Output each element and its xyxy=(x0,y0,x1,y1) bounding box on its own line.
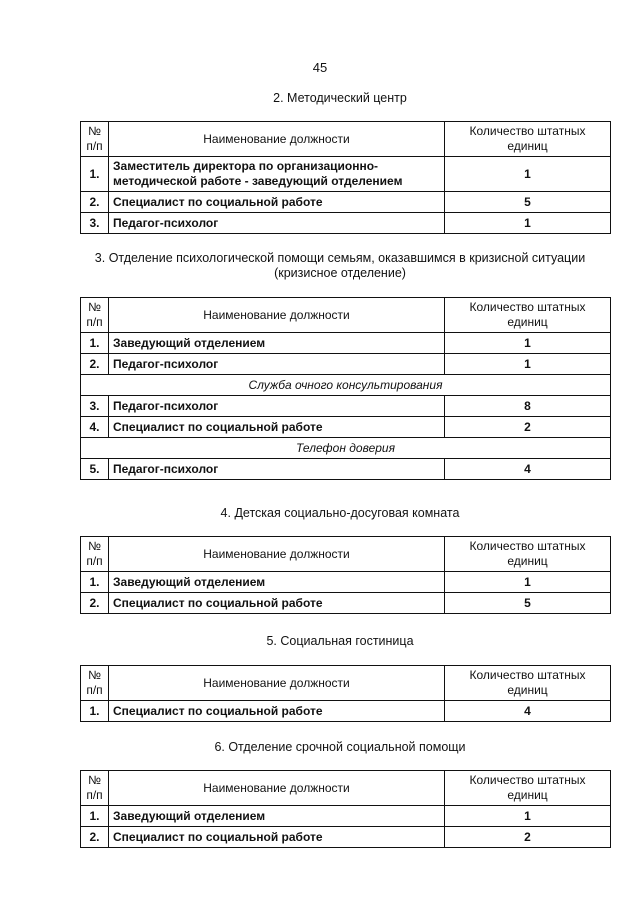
subsection-title-telefon-doveriya: Телефон доверия xyxy=(81,438,611,459)
header-qty-label: Количество штатных единиц xyxy=(469,668,586,697)
header-qty-label: Количество штатных единиц xyxy=(469,539,586,568)
header-num-label: № п/п xyxy=(86,539,103,568)
subsection-row xyxy=(81,438,611,459)
header-num xyxy=(81,771,109,806)
header-qty xyxy=(445,771,611,806)
header-name: Наименование должности xyxy=(109,537,445,572)
row-number: 2. xyxy=(81,192,109,213)
row-number: 1. xyxy=(81,701,109,722)
row-position: Педагог-психолог xyxy=(109,396,445,417)
header-qty xyxy=(445,537,611,572)
row-number: 3. xyxy=(81,213,109,234)
row-quantity: 4 xyxy=(445,459,611,480)
row-quantity: 1 xyxy=(445,572,611,593)
header-qty xyxy=(445,298,611,333)
row-position: Педагог-психолог xyxy=(109,459,445,480)
row-position: Специалист по социальной работе xyxy=(109,593,445,614)
section-title-srochnaya-pomoshch: 6. Отделение срочной социальной помощи xyxy=(214,740,466,754)
row-position: Специалист по социальной работе xyxy=(109,701,445,722)
row-quantity: 2 xyxy=(445,827,611,848)
row-position: Педагог-психолог xyxy=(109,354,445,375)
staff-table-section-4 xyxy=(80,536,611,614)
header-num-label: № п/п xyxy=(86,300,103,329)
row-position: Заведующий отделением xyxy=(109,806,445,827)
header-qty-label: Количество штатных единиц xyxy=(469,300,586,329)
table-header-row xyxy=(81,298,611,333)
table-header-row xyxy=(81,537,611,572)
subsection-row xyxy=(81,375,611,396)
row-number: 1. xyxy=(81,806,109,827)
table-row xyxy=(81,192,611,213)
row-quantity: 5 xyxy=(445,593,611,614)
row-number: 2. xyxy=(81,593,109,614)
row-number: 2. xyxy=(81,354,109,375)
row-position-text: Заместитель директора по организационно- методической работе - заведующий отделением xyxy=(113,159,403,188)
header-name: Наименование должности xyxy=(109,122,445,157)
row-quantity: 1 xyxy=(445,157,611,192)
header-num-label: № п/п xyxy=(86,773,103,802)
header-num xyxy=(81,298,109,333)
row-quantity: 5 xyxy=(445,192,611,213)
header-num xyxy=(81,666,109,701)
header-qty xyxy=(445,122,611,157)
subsection-title-ochnoe-konsultirovanie: Служба очного консультирования xyxy=(81,375,611,396)
row-quantity: 4 xyxy=(445,701,611,722)
table-row xyxy=(81,459,611,480)
row-position: Педагог-психолог xyxy=(109,213,445,234)
header-name: Наименование должности xyxy=(109,298,445,333)
header-qty-label: Количество штатных единиц xyxy=(469,124,586,153)
header-num xyxy=(81,537,109,572)
table-row xyxy=(81,827,611,848)
table-row xyxy=(81,333,611,354)
row-position: Специалист по социальной работе xyxy=(109,827,445,848)
header-num xyxy=(81,122,109,157)
row-quantity: 1 xyxy=(445,806,611,827)
table-row xyxy=(81,354,611,375)
section-title-metodicheskiy-centr: 2. Методический центр xyxy=(273,91,407,105)
row-number: 1. xyxy=(81,572,109,593)
section-title-detskaya-komnata: 4. Детская социально-досуговая комната xyxy=(220,506,460,520)
table-row xyxy=(81,213,611,234)
staff-table-section-3 xyxy=(80,297,611,480)
row-number: 4. xyxy=(81,417,109,438)
header-qty-label: Количество штатных единиц xyxy=(469,773,586,802)
row-position: Специалист по социальной работе xyxy=(109,417,445,438)
table-row xyxy=(81,157,611,192)
row-position xyxy=(109,157,445,192)
header-name: Наименование должности xyxy=(109,666,445,701)
header-num-label: № п/п xyxy=(86,124,103,153)
table-row xyxy=(81,806,611,827)
table-header-row xyxy=(81,771,611,806)
row-quantity: 2 xyxy=(445,417,611,438)
table-row xyxy=(81,572,611,593)
row-quantity: 8 xyxy=(445,396,611,417)
section-title-krizisnoe-otdelenie: 3. Отделение психологической помощи семьям, оказавшимся в кризисной ситуации (кризисное отделение) xyxy=(94,251,586,280)
table-row xyxy=(81,417,611,438)
staff-table-section-5 xyxy=(80,665,611,722)
header-num-label: № п/п xyxy=(86,668,103,697)
row-position: Заведующий отделением xyxy=(109,572,445,593)
header-qty xyxy=(445,666,611,701)
page-number: 45 xyxy=(312,60,328,75)
row-number: 2. xyxy=(81,827,109,848)
row-number: 1. xyxy=(81,333,109,354)
staff-table-section-6 xyxy=(80,770,611,848)
row-position: Заведующий отделением xyxy=(109,333,445,354)
section-title-socialnaya-gostinica: 5. Социальная гостиница xyxy=(266,634,414,648)
row-number: 5. xyxy=(81,459,109,480)
row-quantity: 1 xyxy=(445,333,611,354)
row-number: 3. xyxy=(81,396,109,417)
table-header-row xyxy=(81,666,611,701)
table-row xyxy=(81,701,611,722)
table-header-row xyxy=(81,122,611,157)
row-quantity: 1 xyxy=(445,354,611,375)
staff-table-section-2 xyxy=(80,121,611,234)
row-number: 1. xyxy=(81,157,109,192)
table-row xyxy=(81,593,611,614)
header-name: Наименование должности xyxy=(109,771,445,806)
table-row xyxy=(81,396,611,417)
row-position: Специалист по социальной работе xyxy=(109,192,445,213)
row-quantity: 1 xyxy=(445,213,611,234)
